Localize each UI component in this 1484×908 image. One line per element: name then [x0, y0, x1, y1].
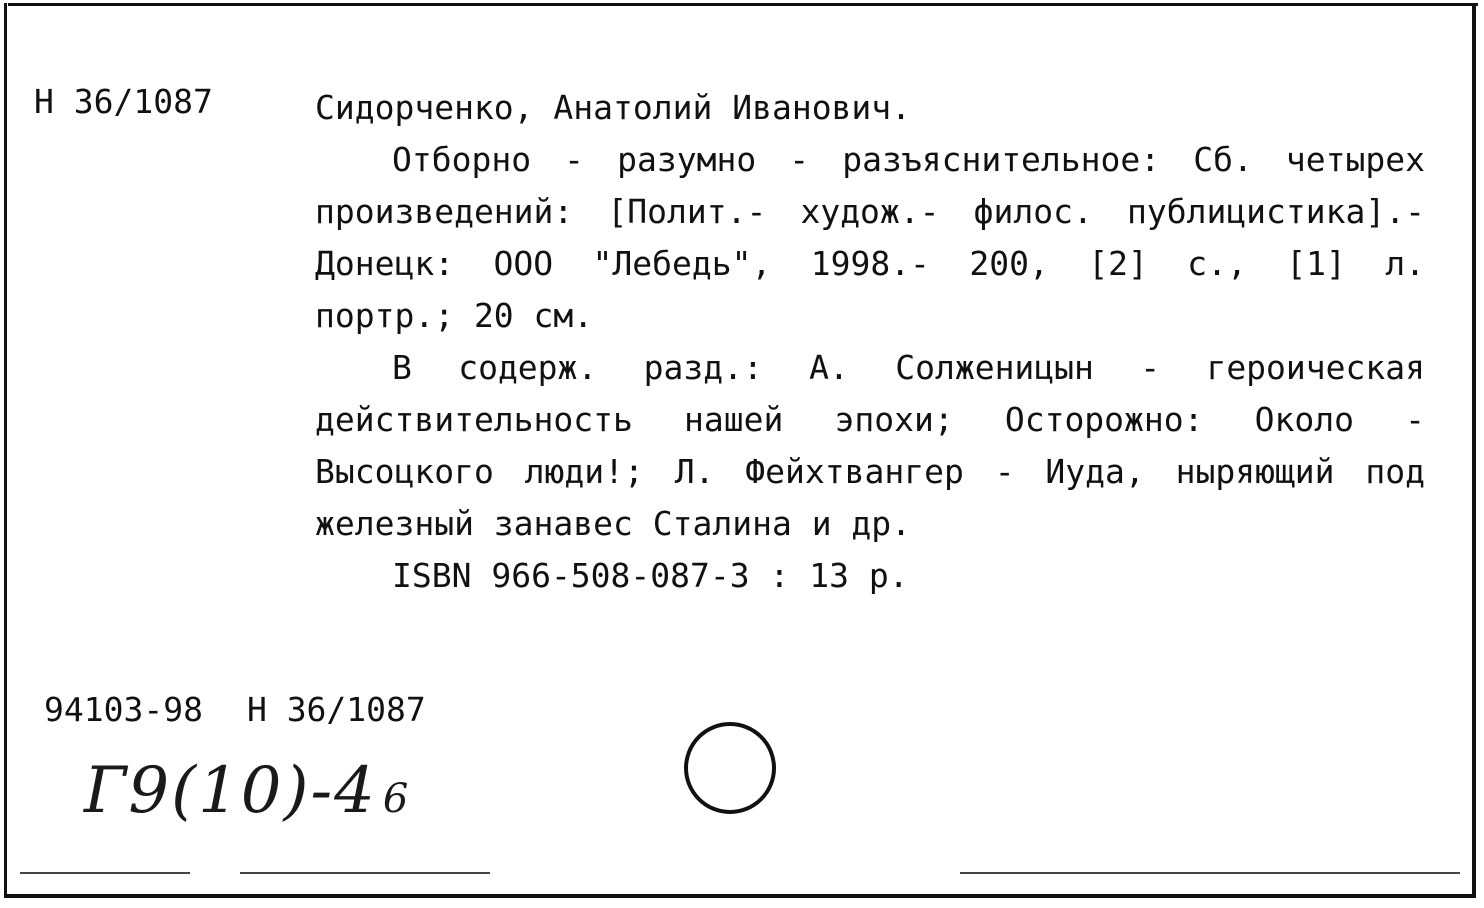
isbn-price: ISBN 966-508-087-3 : 13 р.	[392, 556, 909, 595]
handwritten-classification	[84, 754, 410, 828]
scan-noise	[240, 872, 490, 874]
title-description: Отборно - разумно - разъяснительное: Сб. четырех произведений: [Полит.- худож.- филос. публицистика].- Донецк: ООО "Лебедь", 1998.- 200, [2] с., [1] л. портр.; 20 см.	[315, 140, 1425, 335]
circle-stamp	[684, 722, 776, 814]
accession-line	[44, 690, 470, 729]
handwritten-code: Г9(10)-4	[84, 754, 377, 828]
scan-noise	[20, 872, 190, 874]
card-border-left	[4, 3, 7, 898]
handwritten-suffix: 6	[382, 776, 411, 822]
accession-number: 94103-98	[44, 690, 203, 729]
card-border-top	[8, 3, 1478, 6]
call-number-top: Н 36/1087	[34, 82, 213, 121]
scan-noise	[960, 872, 1460, 874]
author-heading: Сидорченко, Анатолий Иванович.	[315, 88, 912, 127]
call-number-bottom: Н 36/1087	[246, 690, 426, 729]
contents-note: В содерж. разд.: А. Солженицын - героическая действительность нашей эпохи; Осторожно: Около - Высоцкого люди!; Л. Фейхтвангер - Иуда, ныряющий под железный занавес Сталина и др.	[315, 348, 1425, 543]
card-border-bottom	[4, 894, 1476, 898]
card-border-right	[1472, 3, 1476, 898]
bibliographic-entry	[315, 82, 1425, 602]
